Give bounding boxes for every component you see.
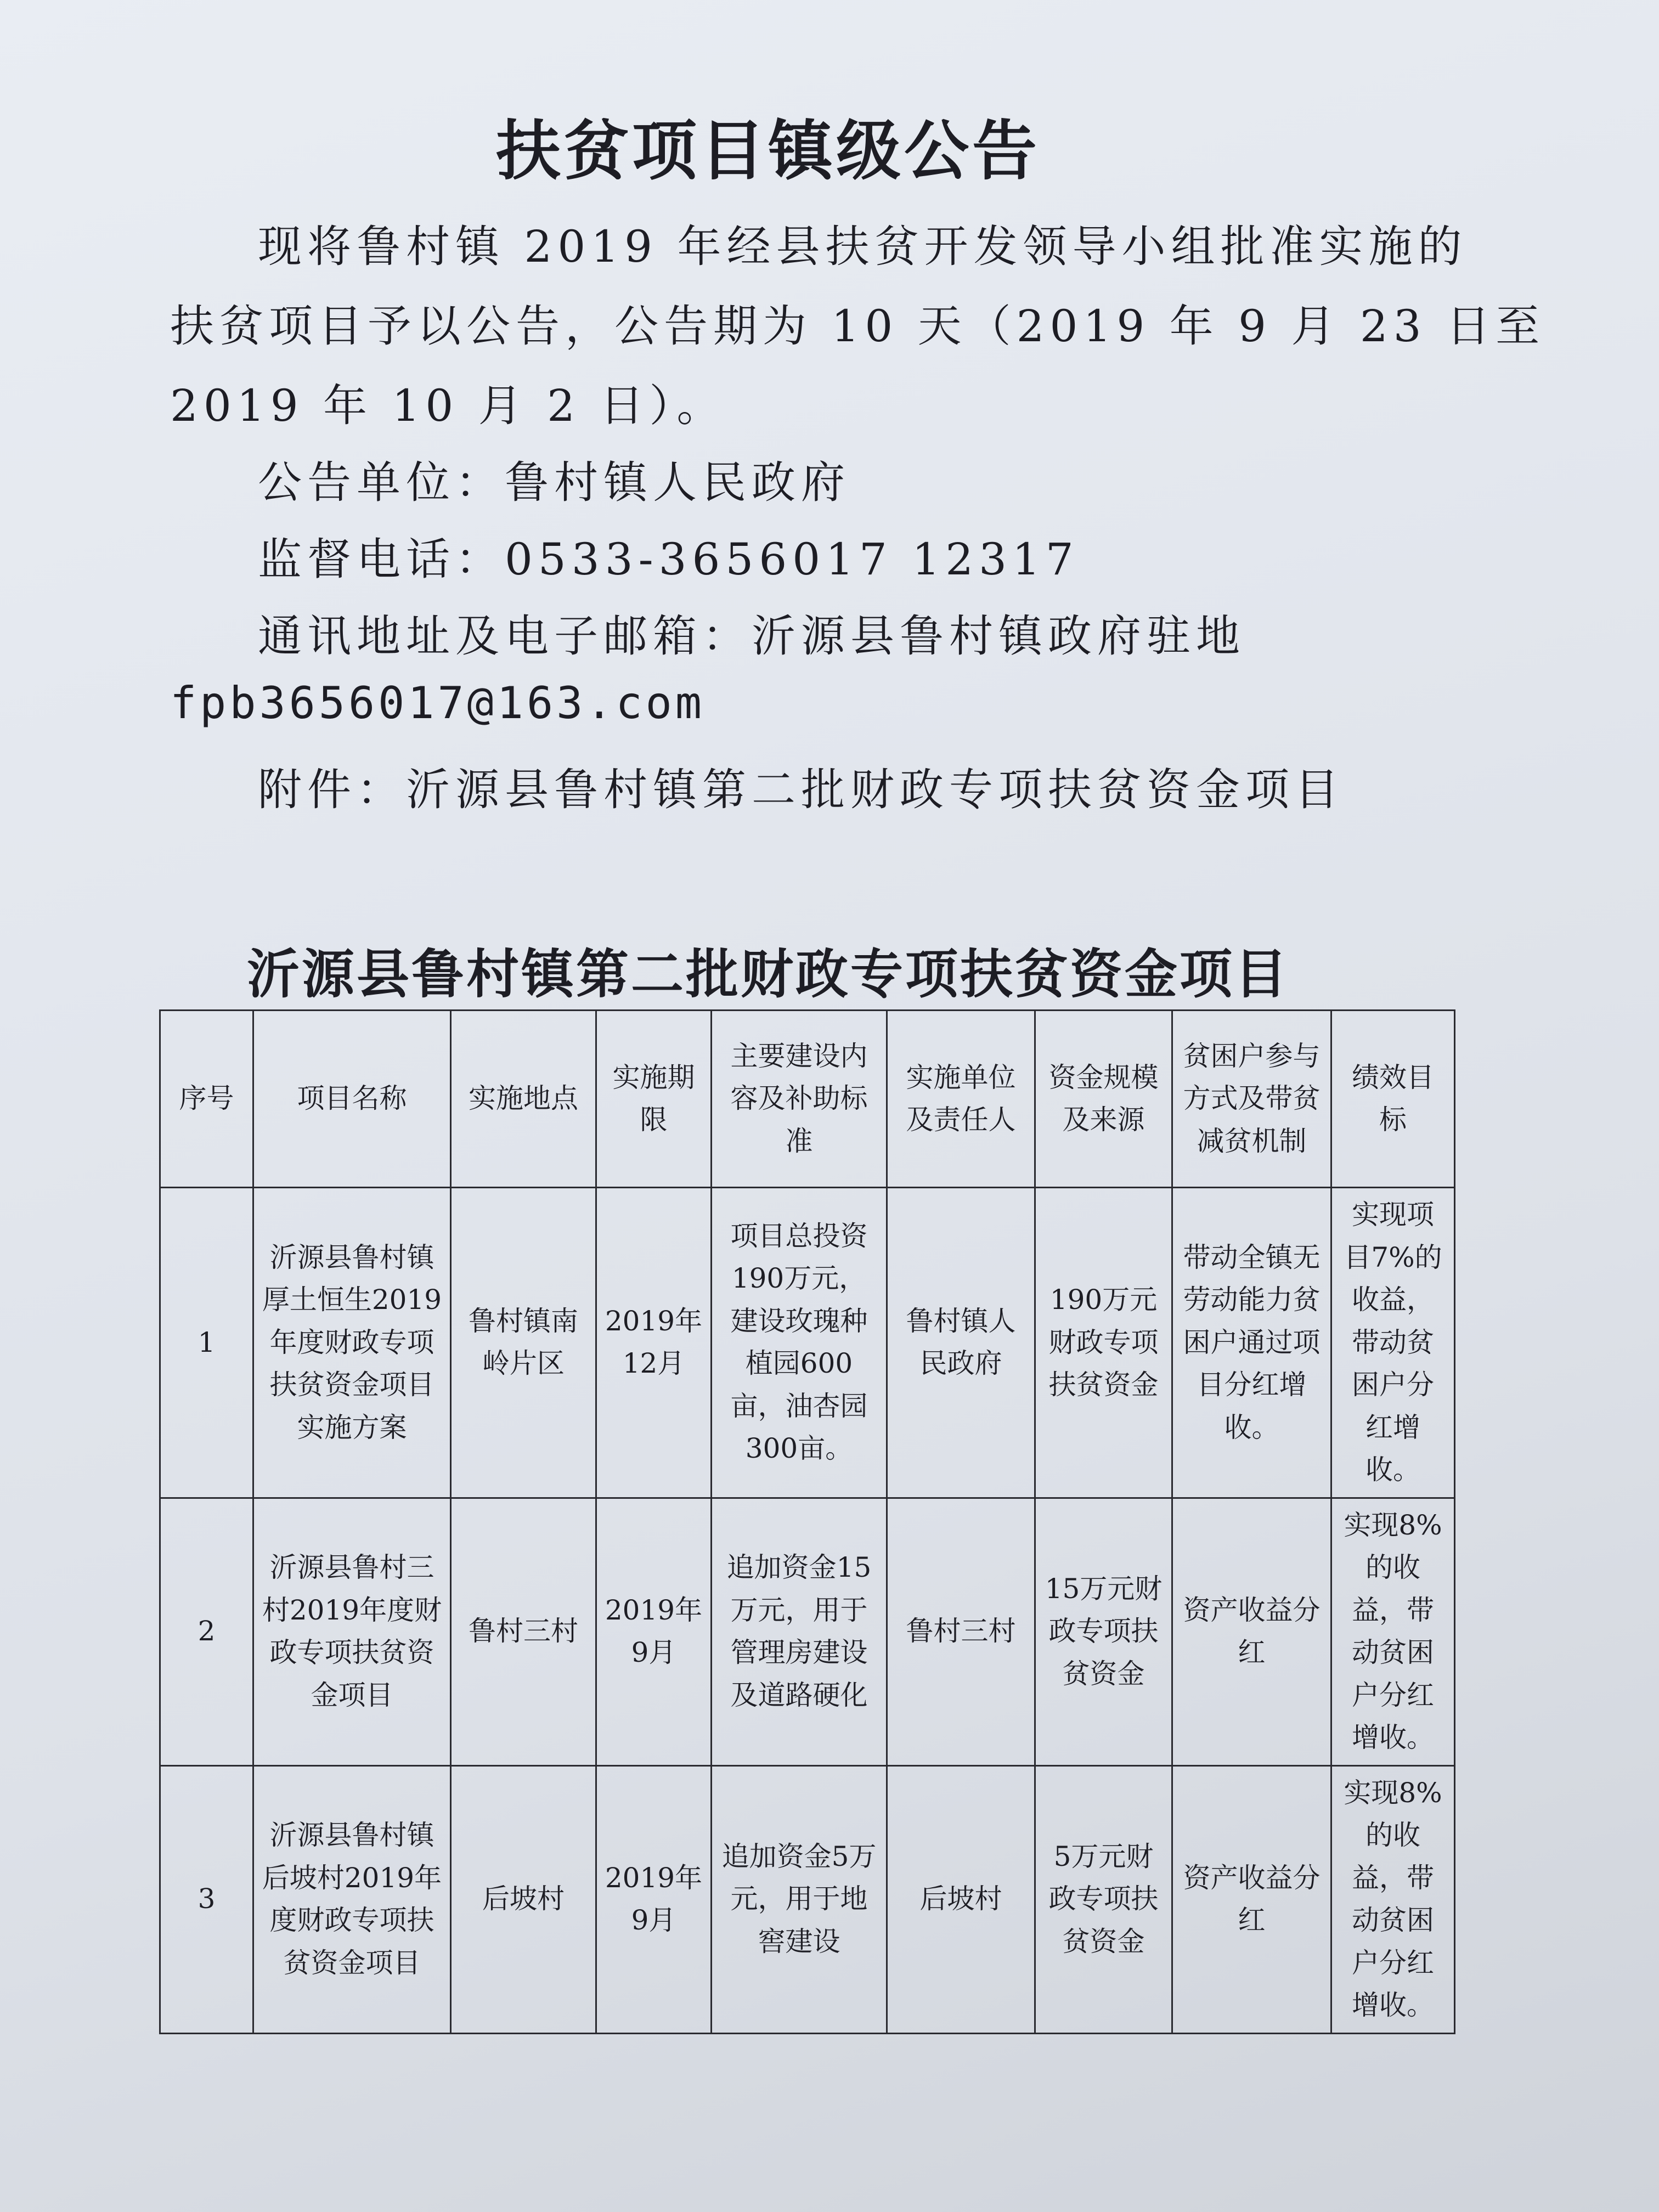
cell-unit: 鲁村三村: [887, 1498, 1035, 1765]
cell-location: 鲁村镇南岭片区: [451, 1188, 596, 1498]
header-index: 序号: [160, 1011, 253, 1188]
header-funds: 资金规模及来源: [1035, 1011, 1172, 1188]
cell-funds: 15万元财政专项扶贫资金: [1035, 1498, 1172, 1765]
cell-content: 追加资金15万元，用于管理房建设及道路硬化: [712, 1498, 887, 1765]
cell-mechanism: 带动全镇无劳动能力贫困户通过项目分红增收。: [1172, 1188, 1331, 1498]
cell-location: 鲁村三村: [451, 1498, 596, 1765]
cell-index: 1: [160, 1188, 253, 1498]
cell-goal: 实现8%的收益，带动贫困户分红增收。: [1331, 1765, 1455, 2033]
contact-address: 通讯地址及电子邮箱：沂源县鲁村镇政府驻地: [258, 611, 1245, 662]
cell-period: 2019年9月: [596, 1765, 712, 2033]
supervision-phone: 监督电话：0533-3656017 12317: [258, 534, 1079, 585]
cell-project-name: 沂源县鲁村镇后坡村2019年度财政专项扶贫资金项目: [253, 1765, 451, 2033]
attachment-note: 附件：沂源县鲁村镇第二批财政专项扶贫资金项目: [258, 764, 1344, 815]
cell-project-name: 沂源县鲁村镇厚土恒生2019年度财政专项扶贫资金项目实施方案: [253, 1188, 451, 1498]
cell-goal: 实现8%的收益，带动贫困户分红增收。: [1331, 1498, 1455, 1765]
header-project-name: 项目名称: [253, 1011, 451, 1188]
announcing-unit: 公告单位：鲁村镇人民政府: [258, 457, 850, 508]
contact-email: fpb3656017@163.com: [170, 678, 705, 729]
cell-period: 2019年12月: [596, 1188, 712, 1498]
project-table: [159, 1009, 1455, 2034]
header-location: 实施地点: [451, 1011, 596, 1188]
header-goal: 绩效目标: [1331, 1011, 1455, 1188]
table-header-row: [160, 1011, 1455, 1188]
header-unit: 实施单位及责任人: [887, 1011, 1035, 1188]
table-title: 沂源县鲁村镇第二批财政专项扶贫资金项目: [247, 944, 1289, 1005]
page-title: 扶贫项目镇级公告: [495, 113, 1040, 189]
header-period: 实施期限: [596, 1011, 712, 1188]
cell-location: 后坡村: [451, 1765, 596, 2033]
cell-funds: 190万元财政专项扶贫资金: [1035, 1188, 1172, 1498]
cell-unit: 后坡村: [887, 1765, 1035, 2033]
cell-goal: 实现项目7%的收益，带动贫困户分红增收。: [1331, 1188, 1455, 1498]
table-row: [160, 1498, 1455, 1765]
cell-mechanism: 资产收益分红: [1172, 1765, 1331, 2033]
cell-period: 2019年9月: [596, 1498, 712, 1765]
body-line-3: 2019 年 10 月 2 日）。: [170, 380, 726, 431]
table-row: [160, 1188, 1455, 1498]
header-mechanism: 贫困户参与方式及带贫减贫机制: [1172, 1011, 1331, 1188]
cell-content: 追加资金5万元，用于地窖建设: [712, 1765, 887, 2033]
cell-unit: 鲁村镇人民政府: [887, 1188, 1035, 1498]
cell-funds: 5万元财政专项扶贫资金: [1035, 1765, 1172, 2033]
body-line-2: 扶贫项目予以公告，公告期为 10 天（2019 年 9 月 23 日至: [170, 301, 1545, 352]
cell-index: 3: [160, 1765, 253, 2033]
table-row: [160, 1765, 1455, 2033]
cell-content: 项目总投资190万元，建设玫瑰种植园600亩，油杏园300亩。: [712, 1188, 887, 1498]
body-line-1: 现将鲁村镇 2019 年经县扶贫开发领导小组批准实施的: [258, 221, 1468, 272]
cell-mechanism: 资产收益分红: [1172, 1498, 1331, 1765]
cell-index: 2: [160, 1498, 253, 1765]
header-content: 主要建设内容及补助标准: [712, 1011, 887, 1188]
cell-project-name: 沂源县鲁村三村2019年度财政专项扶贫资金项目: [253, 1498, 451, 1765]
